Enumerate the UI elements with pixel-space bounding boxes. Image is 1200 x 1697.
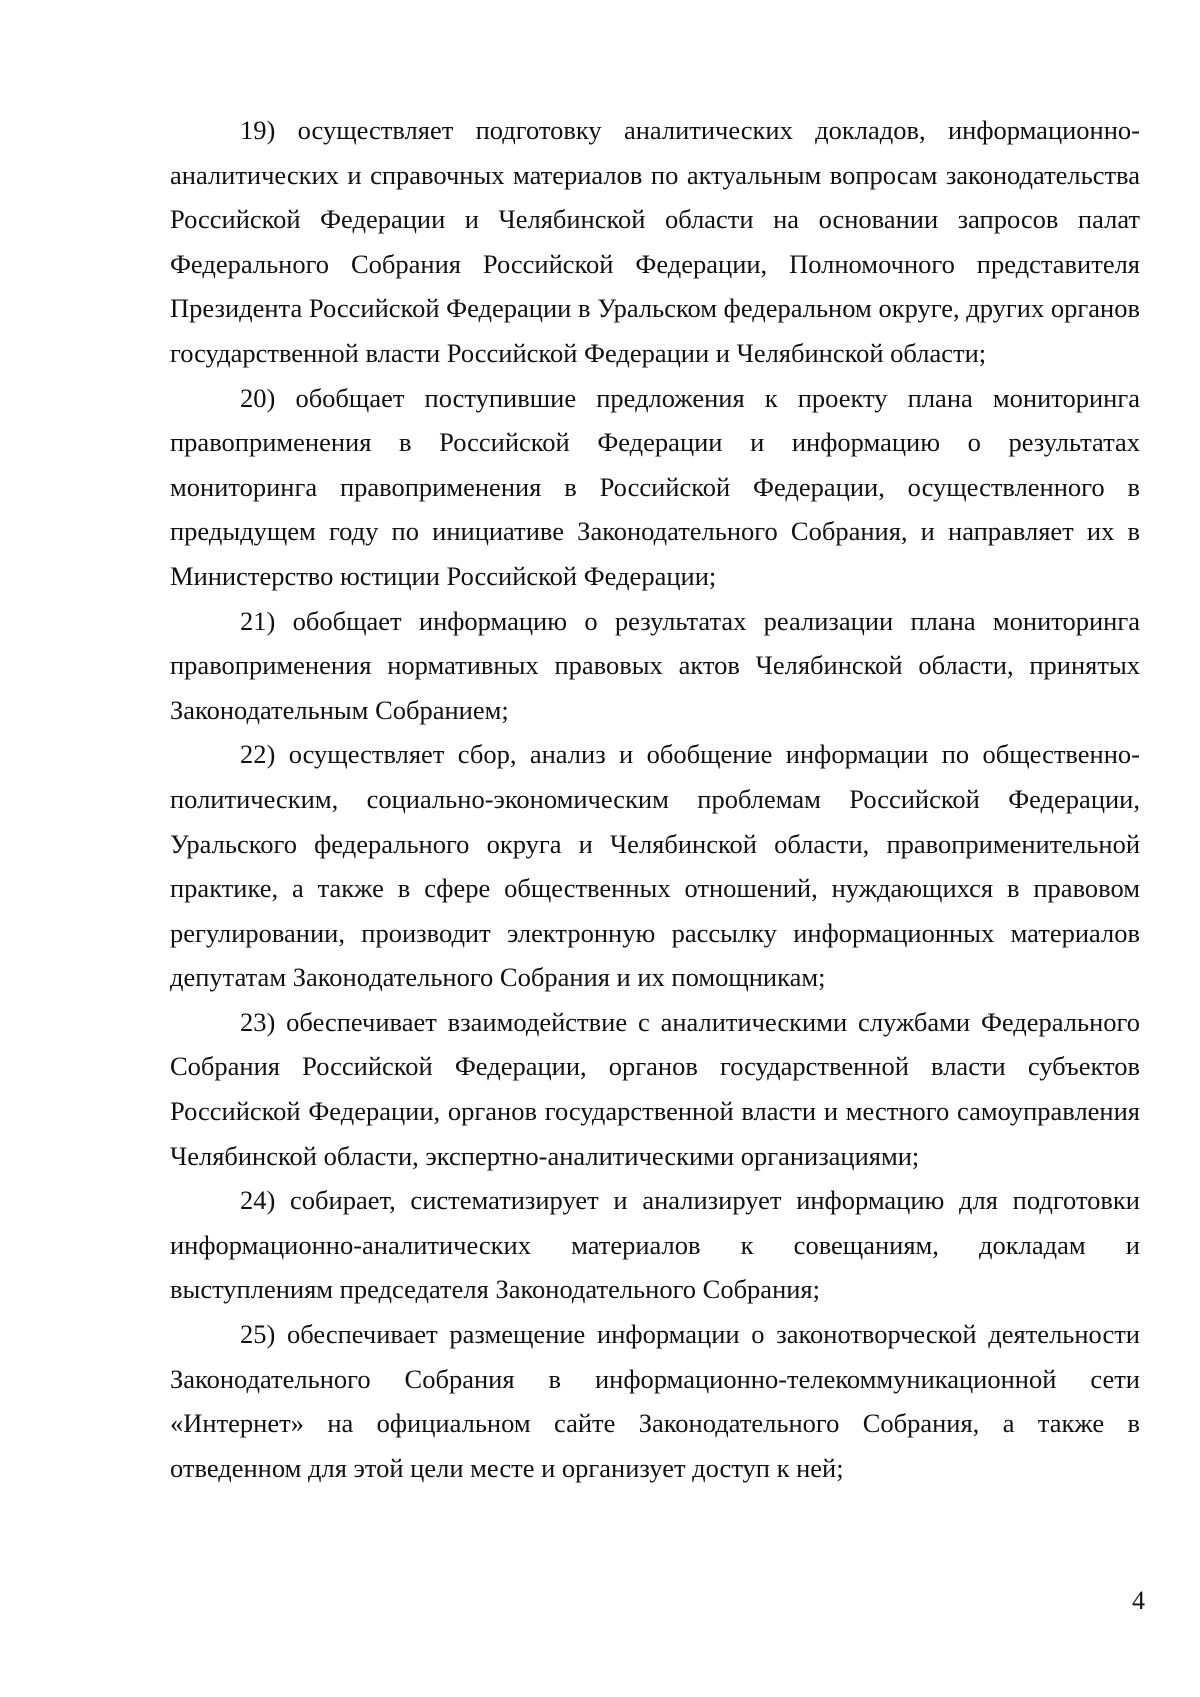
paragraph-22: 22) осуществляет сбор, анализ и обобщение информации по общественно-политическим, социально-экономическим проблемам Российской Федерации, Уральского федерального округа и Челябинской области, правоприменительной практике, а также в сфере общественных отношений, нуждающихся в правовом регулировании, производит электронную рассылку информационных материалов депутатам Законодательного Собрания и их помощникам; — [170, 739, 1140, 993]
paragraph-20: 20) обобщает поступившие предложения к проекту плана мониторинга правоприменения в Российской Федерации и информацию о результатах мониторинга правоприменения в Российской Федерации, осуществленного в предыдущем году по инициативе Законодательного Собрания, и направляет их в Министерство юстиции Российской Федерации; — [170, 382, 1140, 591]
paragraph-21: 21) обобщает информацию о результатах реализации плана мониторинга правоприменения нормативных правовых актов Челябинской области, принятых Законодательным Собранием; — [170, 605, 1140, 725]
paragraph-25: 25) обеспечивает размещение информации о законотворческой деятельности Законодательного Собрания в информационно-телекоммуникационной сети «Интернет» на официальном сайте Законодательного Собрания, а также в отведенном для этой цели месте и организует доступ к ней; — [170, 1319, 1140, 1483]
paragraph-24: 24) собирает, систематизирует и анализирует информацию для подготовки информационно-аналитических материалов к совещаниям, докладам и выступлениям председателя Законодательного Собрания; — [170, 1185, 1140, 1305]
paragraph-19: 19) осуществляет подготовку аналитических докладов, информационно-аналитических и справочных материалов по актуальным вопросам законодательства Российской Федерации и Челябинской области на основании запросов палат Федерального Собрания Российской Федерации, Полномочного представителя Президента Российской Федерации в Уральском федеральном округе, других органов государственной власти Российской Федерации и Челябинской области; — [170, 115, 1140, 368]
paragraph-23: 23) обеспечивает взаимодействие с аналитическими службами Федерального Собрания Российской Федерации, органов государственной власти субъектов Российской Федерации, органов государственной власти и местного самоуправления Челябинской области, экспертно-аналитическими организациями; — [170, 1006, 1140, 1171]
document-body — [170, 108, 1140, 1490]
page-number: 4 — [1132, 1586, 1145, 1615]
